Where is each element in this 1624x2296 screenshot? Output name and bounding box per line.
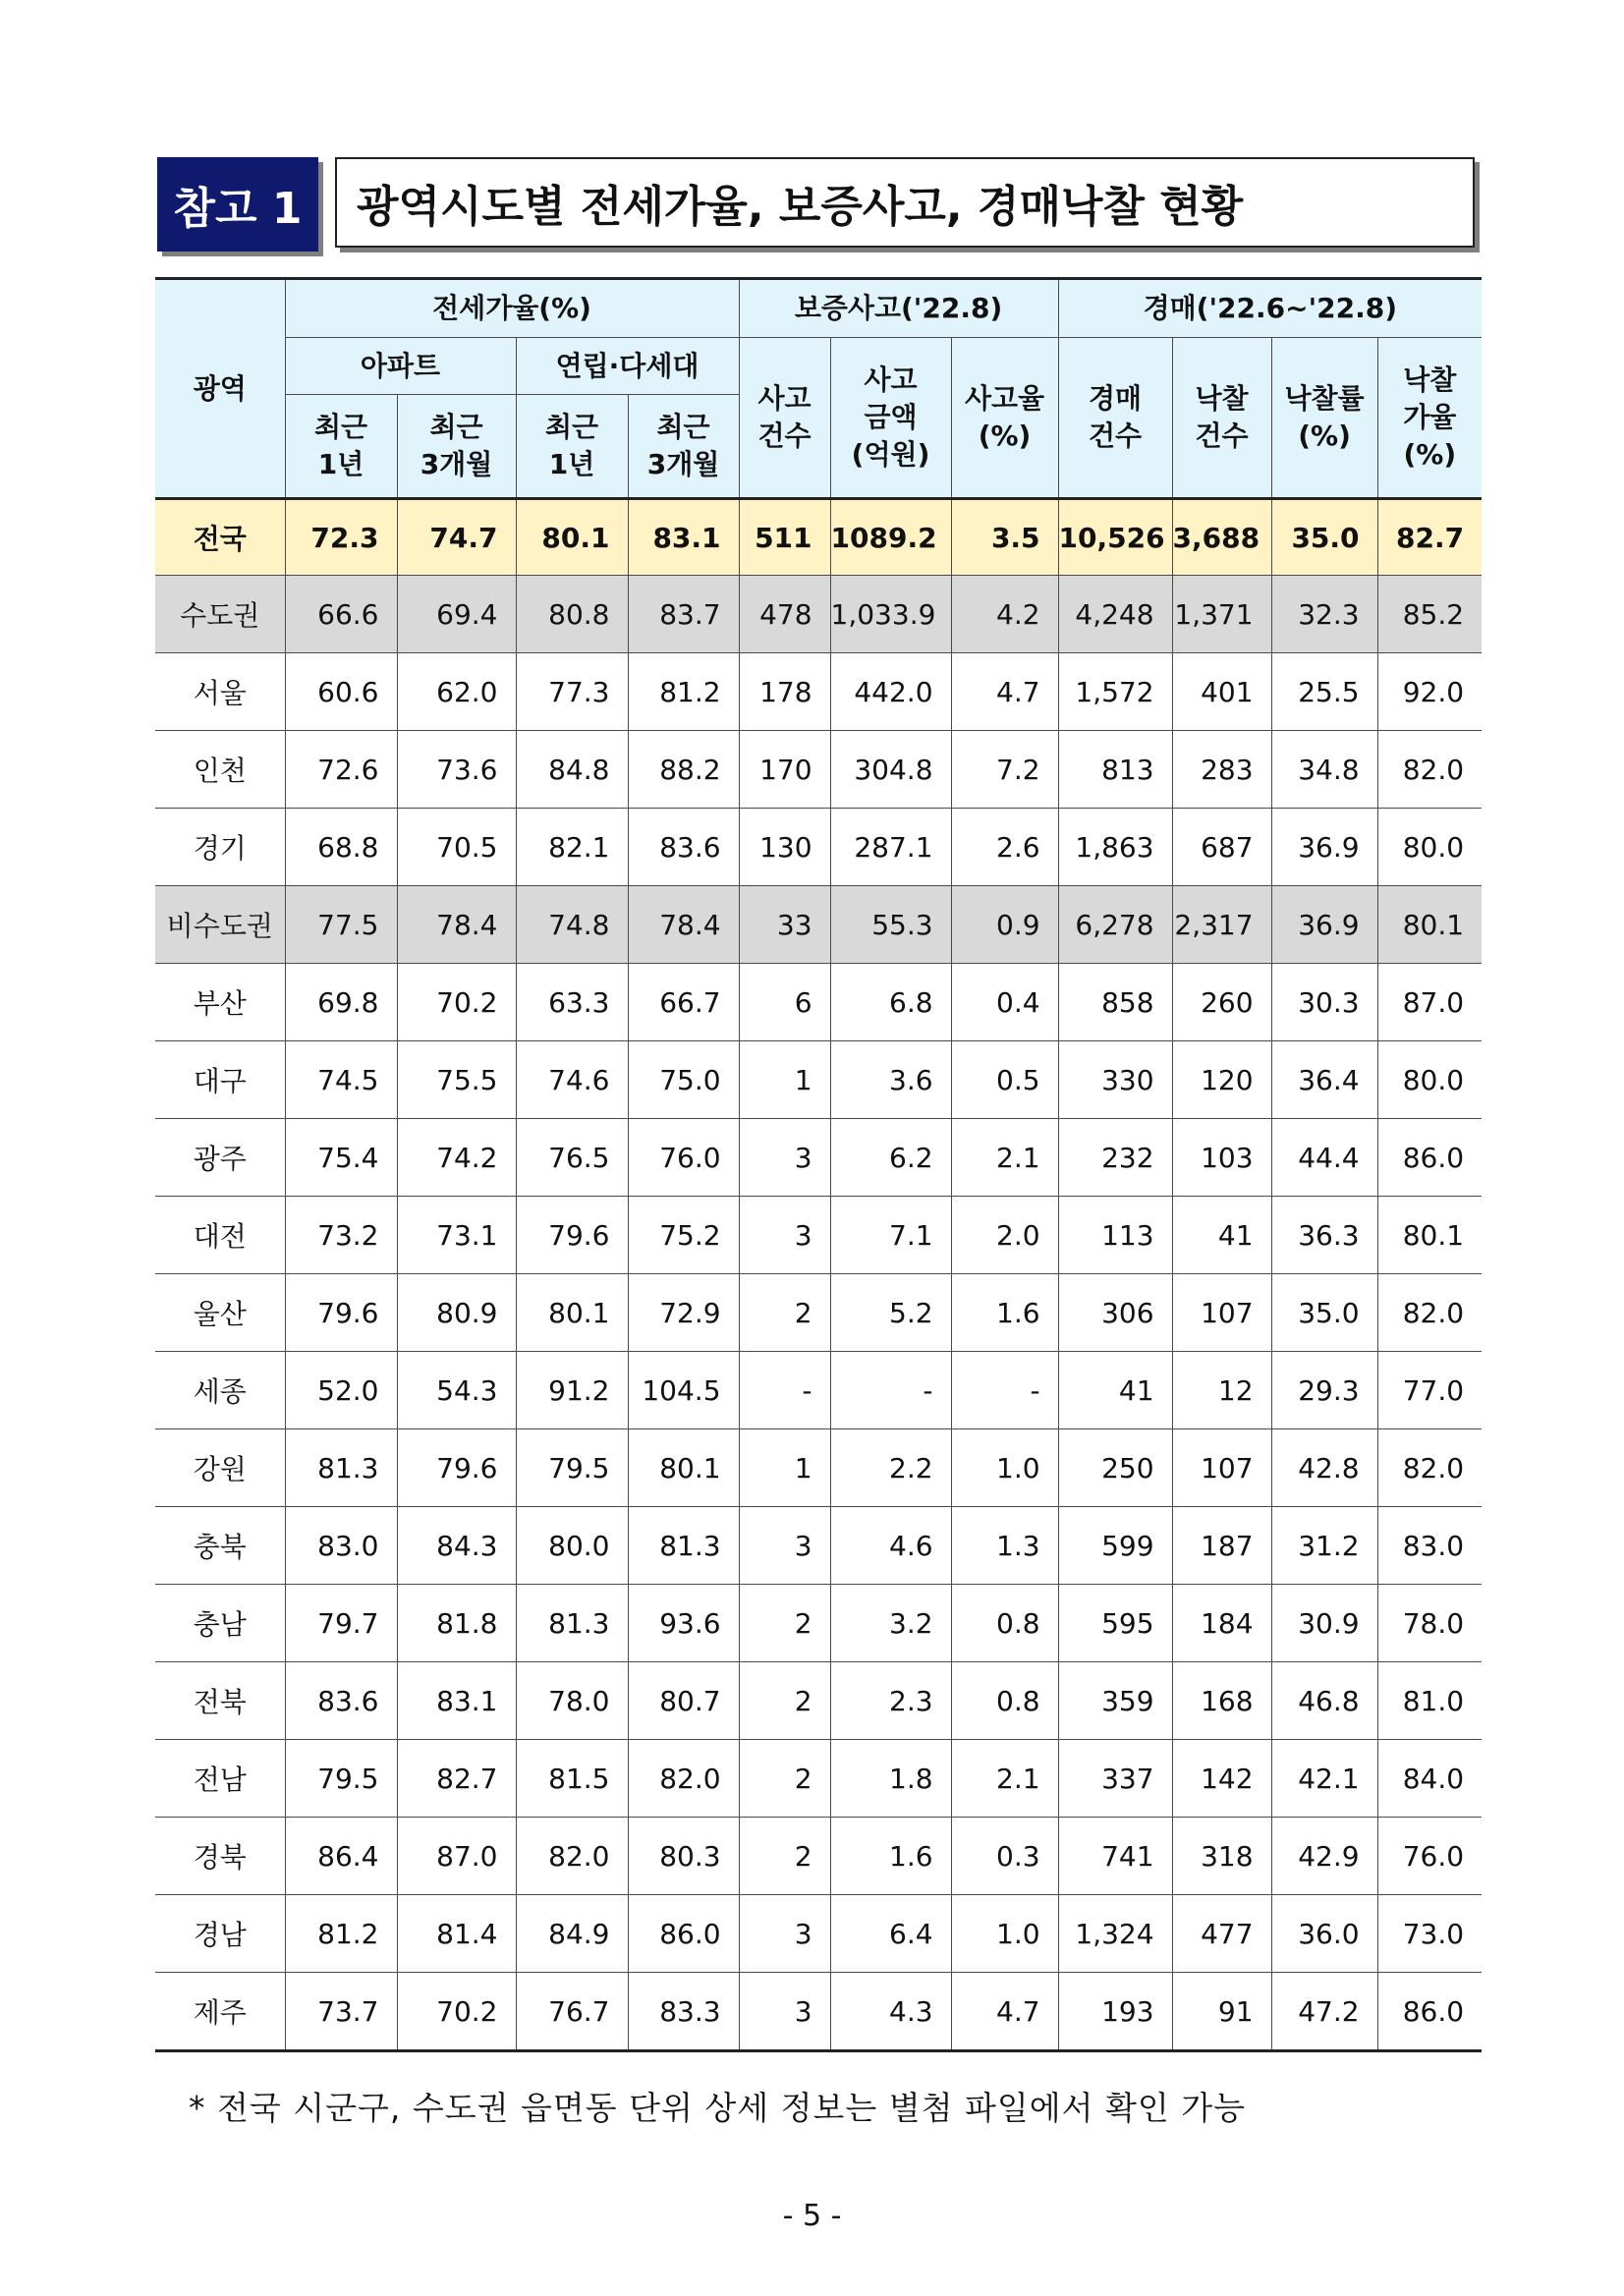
value-cell: 80.1 xyxy=(1377,1197,1482,1274)
value-cell: 79.6 xyxy=(516,1197,628,1274)
value-cell: 30.9 xyxy=(1271,1585,1377,1662)
header-apt: 아파트 xyxy=(285,338,516,395)
value-cell: 44.4 xyxy=(1271,1119,1377,1197)
value-cell: 741 xyxy=(1058,1818,1172,1895)
header-accident-rate: 사고율 (%) xyxy=(951,338,1058,499)
value-cell: 80.1 xyxy=(516,1274,628,1352)
value-cell: 75.5 xyxy=(397,1041,516,1119)
value-cell: 74.8 xyxy=(516,886,628,964)
value-cell: 73.0 xyxy=(1377,1895,1482,1973)
value-cell: 250 xyxy=(1058,1429,1172,1507)
value-cell: 595 xyxy=(1058,1585,1172,1662)
value-cell: 168 xyxy=(1172,1662,1271,1740)
value-cell: 79.7 xyxy=(285,1585,397,1662)
value-cell: 77.3 xyxy=(516,653,628,731)
value-cell: 80.1 xyxy=(628,1429,739,1507)
value-cell: 687 xyxy=(1172,809,1271,886)
value-cell: 92.0 xyxy=(1377,653,1482,731)
region-name-cell: 광주 xyxy=(155,1119,285,1197)
value-cell: 80.0 xyxy=(1377,809,1482,886)
value-cell: 283 xyxy=(1172,731,1271,809)
value-cell: 36.9 xyxy=(1271,809,1377,886)
value-cell: 3 xyxy=(739,1507,830,1585)
header-accident-amount: 사고 금액 (억원) xyxy=(830,338,951,499)
value-cell: 401 xyxy=(1172,653,1271,731)
value-cell: 1,863 xyxy=(1058,809,1172,886)
value-cell: 0.8 xyxy=(951,1585,1058,1662)
region-name-cell: 세종 xyxy=(155,1352,285,1429)
value-cell: 42.9 xyxy=(1271,1818,1377,1895)
region-name-cell: 수도권 xyxy=(155,576,285,653)
value-cell: 287.1 xyxy=(830,809,951,886)
value-cell: 1,371 xyxy=(1172,576,1271,653)
table-row xyxy=(155,1429,1482,1507)
value-cell: 91 xyxy=(1172,1973,1271,2051)
value-cell: 74.6 xyxy=(516,1041,628,1119)
value-cell: 6.8 xyxy=(830,964,951,1041)
header-winning-count: 낙찰 건수 xyxy=(1172,338,1271,499)
value-cell: 193 xyxy=(1058,1973,1172,2051)
value-cell: 76.7 xyxy=(516,1973,628,2051)
value-cell: 82.7 xyxy=(1377,499,1482,576)
value-cell: 0.9 xyxy=(951,886,1058,964)
value-cell: 87.0 xyxy=(397,1818,516,1895)
table-row xyxy=(155,1740,1482,1818)
value-cell: 73.2 xyxy=(285,1197,397,1274)
table-row-region-group xyxy=(155,886,1482,964)
value-cell: 80.7 xyxy=(628,1662,739,1740)
value-cell: 1 xyxy=(739,1041,830,1119)
value-cell: 72.3 xyxy=(285,499,397,576)
header-winning-rate: 낙찰률 (%) xyxy=(1271,338,1377,499)
value-cell: 3,688 xyxy=(1172,499,1271,576)
value-cell: 35.0 xyxy=(1271,499,1377,576)
value-cell: 2.6 xyxy=(951,809,1058,886)
value-cell: 103 xyxy=(1172,1119,1271,1197)
value-cell: 3 xyxy=(739,1973,830,2051)
table-row xyxy=(155,1662,1482,1740)
value-cell: 813 xyxy=(1058,731,1172,809)
value-cell: 1.3 xyxy=(951,1507,1058,1585)
value-cell: 86.0 xyxy=(628,1895,739,1973)
region-name-cell: 제주 xyxy=(155,1973,285,2051)
value-cell: 81.4 xyxy=(397,1895,516,1973)
value-cell: 73.6 xyxy=(397,731,516,809)
value-cell: 2,317 xyxy=(1172,886,1271,964)
region-name-cell: 전남 xyxy=(155,1740,285,1818)
value-cell: 74.5 xyxy=(285,1041,397,1119)
value-cell: 4.2 xyxy=(951,576,1058,653)
region-name-cell: 부산 xyxy=(155,964,285,1041)
value-cell: 42.1 xyxy=(1271,1740,1377,1818)
value-cell: 72.6 xyxy=(285,731,397,809)
header-jeonse-group: 전세가율(%) xyxy=(285,279,739,338)
value-cell: 47.2 xyxy=(1271,1973,1377,2051)
value-cell: 78.4 xyxy=(628,886,739,964)
status-table xyxy=(155,277,1482,2052)
value-cell: 70.2 xyxy=(397,964,516,1041)
header-guarantee-group: 보증사고('22.8) xyxy=(739,279,1058,338)
header-villa: 연립·다세대 xyxy=(516,338,739,395)
value-cell: 7.2 xyxy=(951,731,1058,809)
value-cell: 260 xyxy=(1172,964,1271,1041)
value-cell: 73.7 xyxy=(285,1973,397,2051)
table-row xyxy=(155,1197,1482,1274)
value-cell: 6.2 xyxy=(830,1119,951,1197)
value-cell: 84.0 xyxy=(1377,1740,1482,1818)
value-cell: 4.7 xyxy=(951,1973,1058,2051)
value-cell: 83.1 xyxy=(628,499,739,576)
value-cell: 6 xyxy=(739,964,830,1041)
value-cell: 7.1 xyxy=(830,1197,951,1274)
value-cell: 84.3 xyxy=(397,1507,516,1585)
value-cell: 78.0 xyxy=(1377,1585,1482,1662)
header-winning-price-rate: 낙찰 가율 (%) xyxy=(1377,338,1482,499)
value-cell: 76.0 xyxy=(628,1119,739,1197)
value-cell: 88.2 xyxy=(628,731,739,809)
value-cell: 75.0 xyxy=(628,1041,739,1119)
value-cell: 83.0 xyxy=(285,1507,397,1585)
value-cell: 1.0 xyxy=(951,1895,1058,1973)
region-name-cell: 경기 xyxy=(155,809,285,886)
value-cell: 79.6 xyxy=(285,1274,397,1352)
page-title: 광역시도별 전세가율, 보증사고, 경매낙찰 현황 xyxy=(335,157,1475,248)
value-cell: 83.6 xyxy=(285,1662,397,1740)
value-cell: 2.1 xyxy=(951,1119,1058,1197)
value-cell: 82.1 xyxy=(516,809,628,886)
value-cell: 78.4 xyxy=(397,886,516,964)
value-cell: 82.0 xyxy=(628,1740,739,1818)
value-cell: 76.5 xyxy=(516,1119,628,1197)
value-cell: 86.0 xyxy=(1377,1973,1482,2051)
value-cell: 2.1 xyxy=(951,1740,1058,1818)
value-cell: 79.5 xyxy=(285,1740,397,1818)
header-region: 광역 xyxy=(155,279,285,499)
region-name-cell: 경북 xyxy=(155,1818,285,1895)
value-cell: 2.0 xyxy=(951,1197,1058,1274)
value-cell: 3 xyxy=(739,1895,830,1973)
value-cell: 104.5 xyxy=(628,1352,739,1429)
value-cell: 30.3 xyxy=(1271,964,1377,1041)
value-cell: 80.3 xyxy=(628,1818,739,1895)
table-row xyxy=(155,1818,1482,1895)
table-row-national xyxy=(155,499,1482,576)
value-cell: 73.1 xyxy=(397,1197,516,1274)
value-cell: 81.3 xyxy=(516,1585,628,1662)
region-name-cell: 전북 xyxy=(155,1662,285,1740)
value-cell: 120 xyxy=(1172,1041,1271,1119)
value-cell: 3 xyxy=(739,1197,830,1274)
value-cell: 54.3 xyxy=(397,1352,516,1429)
value-cell: 74.7 xyxy=(397,499,516,576)
header-auction-group: 경매('22.6~'22.8) xyxy=(1058,279,1482,338)
table-row-region-group xyxy=(155,576,1482,653)
value-cell: 36.4 xyxy=(1271,1041,1377,1119)
value-cell: 330 xyxy=(1058,1041,1172,1119)
value-cell: 70.2 xyxy=(397,1973,516,2051)
value-cell: 442.0 xyxy=(830,653,951,731)
header-villa-1y: 최근 1년 xyxy=(516,395,628,499)
value-cell: 80.1 xyxy=(516,499,628,576)
value-cell: 1.6 xyxy=(830,1818,951,1895)
value-cell: 6.4 xyxy=(830,1895,951,1973)
value-cell: 5.2 xyxy=(830,1274,951,1352)
value-cell: 93.6 xyxy=(628,1585,739,1662)
value-cell: 337 xyxy=(1058,1740,1172,1818)
value-cell: 76.0 xyxy=(1377,1818,1482,1895)
value-cell: 2 xyxy=(739,1274,830,1352)
table-row xyxy=(155,1119,1482,1197)
region-name-cell: 서울 xyxy=(155,653,285,731)
value-cell: 25.5 xyxy=(1271,653,1377,731)
region-name-cell: 울산 xyxy=(155,1274,285,1352)
value-cell: 1 xyxy=(739,1429,830,1507)
reference-label: 참고 1 xyxy=(157,157,318,252)
value-cell: 33 xyxy=(739,886,830,964)
value-cell: 80.0 xyxy=(1377,1041,1482,1119)
value-cell: 2 xyxy=(739,1585,830,1662)
region-name-cell: 인천 xyxy=(155,731,285,809)
table-row xyxy=(155,653,1482,731)
value-cell: 2 xyxy=(739,1662,830,1740)
header-apt-1y: 최근 1년 xyxy=(285,395,397,499)
table-row xyxy=(155,964,1482,1041)
value-cell: 6,278 xyxy=(1058,886,1172,964)
header-auction-count: 경매 건수 xyxy=(1058,338,1172,499)
value-cell: 86.4 xyxy=(285,1818,397,1895)
value-cell: 0.8 xyxy=(951,1662,1058,1740)
value-cell: - xyxy=(951,1352,1058,1429)
value-cell: 318 xyxy=(1172,1818,1271,1895)
value-cell: 84.8 xyxy=(516,731,628,809)
value-cell: 66.6 xyxy=(285,576,397,653)
value-cell: 81.0 xyxy=(1377,1662,1482,1740)
value-cell: 82.0 xyxy=(1377,1274,1482,1352)
value-cell: 4.3 xyxy=(830,1973,951,2051)
value-cell: 4.6 xyxy=(830,1507,951,1585)
region-name-cell: 강원 xyxy=(155,1429,285,1507)
value-cell: 68.8 xyxy=(285,809,397,886)
value-cell: 477 xyxy=(1172,1895,1271,1973)
table-row xyxy=(155,1274,1482,1352)
value-cell: 80.0 xyxy=(516,1507,628,1585)
section-header xyxy=(157,157,1479,252)
value-cell: 81.2 xyxy=(628,653,739,731)
value-cell: 1,033.9 xyxy=(830,576,951,653)
value-cell: 70.5 xyxy=(397,809,516,886)
value-cell: 83.6 xyxy=(628,809,739,886)
value-cell: 31.2 xyxy=(1271,1507,1377,1585)
value-cell: 107 xyxy=(1172,1429,1271,1507)
value-cell: 82.0 xyxy=(1377,1429,1482,1507)
value-cell: 78.0 xyxy=(516,1662,628,1740)
value-cell: 83.1 xyxy=(397,1662,516,1740)
value-cell: 72.9 xyxy=(628,1274,739,1352)
value-cell: 41 xyxy=(1172,1197,1271,1274)
table-row xyxy=(155,731,1482,809)
footnote: * 전국 시군구, 수도권 읍면동 단위 상세 정보는 별첨 파일에서 확인 가능 xyxy=(189,2089,1246,2127)
value-cell: 2.2 xyxy=(830,1429,951,1507)
value-cell: 80.1 xyxy=(1377,886,1482,964)
header-apt-3m: 최근 3개월 xyxy=(397,395,516,499)
value-cell: 79.5 xyxy=(516,1429,628,1507)
value-cell: 82.0 xyxy=(516,1818,628,1895)
value-cell: 83.0 xyxy=(1377,1507,1482,1585)
value-cell: 62.0 xyxy=(397,653,516,731)
value-cell: 63.3 xyxy=(516,964,628,1041)
value-cell: 86.0 xyxy=(1377,1119,1482,1197)
value-cell: 80.8 xyxy=(516,576,628,653)
value-cell: 184 xyxy=(1172,1585,1271,1662)
value-cell: 77.5 xyxy=(285,886,397,964)
value-cell: 3.6 xyxy=(830,1041,951,1119)
value-cell: 60.6 xyxy=(285,653,397,731)
value-cell: 0.5 xyxy=(951,1041,1058,1119)
value-cell: 3 xyxy=(739,1119,830,1197)
value-cell: 77.0 xyxy=(1377,1352,1482,1429)
value-cell: 10,526 xyxy=(1058,499,1172,576)
value-cell: 46.8 xyxy=(1271,1662,1377,1740)
value-cell: 4,248 xyxy=(1058,576,1172,653)
value-cell: 29.3 xyxy=(1271,1352,1377,1429)
value-cell: 858 xyxy=(1058,964,1172,1041)
value-cell: - xyxy=(830,1352,951,1429)
value-cell: 2 xyxy=(739,1818,830,1895)
value-cell: 1.6 xyxy=(951,1274,1058,1352)
value-cell: 478 xyxy=(739,576,830,653)
table-row xyxy=(155,1352,1482,1429)
region-name-cell: 비수도권 xyxy=(155,886,285,964)
header-accident-count: 사고 건수 xyxy=(739,338,830,499)
value-cell: 87.0 xyxy=(1377,964,1482,1041)
value-cell: 187 xyxy=(1172,1507,1271,1585)
value-cell: 32.3 xyxy=(1271,576,1377,653)
value-cell: 306 xyxy=(1058,1274,1172,1352)
value-cell: 83.7 xyxy=(628,576,739,653)
value-cell: 83.3 xyxy=(628,1973,739,2051)
region-name-cell: 충북 xyxy=(155,1507,285,1585)
value-cell: 1089.2 xyxy=(830,499,951,576)
value-cell: 4.7 xyxy=(951,653,1058,731)
value-cell: 359 xyxy=(1058,1662,1172,1740)
table-row xyxy=(155,1041,1482,1119)
value-cell: 81.5 xyxy=(516,1740,628,1818)
page-number: - 5 - xyxy=(782,2199,842,2233)
value-cell: 91.2 xyxy=(516,1352,628,1429)
region-name-cell: 경남 xyxy=(155,1895,285,1973)
value-cell: 178 xyxy=(739,653,830,731)
value-cell: 34.8 xyxy=(1271,731,1377,809)
value-cell: 107 xyxy=(1172,1274,1271,1352)
value-cell: 1.8 xyxy=(830,1740,951,1818)
value-cell: 35.0 xyxy=(1271,1274,1377,1352)
table-row xyxy=(155,1973,1482,2051)
table-row xyxy=(155,809,1482,886)
table-row xyxy=(155,1895,1482,1973)
value-cell: 2 xyxy=(739,1740,830,1818)
region-name-cell: 대전 xyxy=(155,1197,285,1274)
value-cell: 55.3 xyxy=(830,886,951,964)
region-name-cell: 전국 xyxy=(155,499,285,576)
value-cell: 36.9 xyxy=(1271,886,1377,964)
value-cell: 304.8 xyxy=(830,731,951,809)
value-cell: 82.7 xyxy=(397,1740,516,1818)
value-cell: 79.6 xyxy=(397,1429,516,1507)
table-row xyxy=(155,1507,1482,1585)
value-cell: 85.2 xyxy=(1377,576,1482,653)
value-cell: 36.0 xyxy=(1271,1895,1377,1973)
value-cell: 130 xyxy=(739,809,830,886)
value-cell: 84.9 xyxy=(516,1895,628,1973)
value-cell: 75.2 xyxy=(628,1197,739,1274)
value-cell: 142 xyxy=(1172,1740,1271,1818)
value-cell: 2.3 xyxy=(830,1662,951,1740)
value-cell: 3.5 xyxy=(951,499,1058,576)
value-cell: 113 xyxy=(1058,1197,1172,1274)
value-cell: 69.8 xyxy=(285,964,397,1041)
value-cell: 599 xyxy=(1058,1507,1172,1585)
value-cell: - xyxy=(739,1352,830,1429)
value-cell: 232 xyxy=(1058,1119,1172,1197)
value-cell: 81.3 xyxy=(285,1429,397,1507)
value-cell: 12 xyxy=(1172,1352,1271,1429)
value-cell: 69.4 xyxy=(397,576,516,653)
value-cell: 80.9 xyxy=(397,1274,516,1352)
value-cell: 511 xyxy=(739,499,830,576)
value-cell: 81.3 xyxy=(628,1507,739,1585)
value-cell: 36.3 xyxy=(1271,1197,1377,1274)
value-cell: 0.4 xyxy=(951,964,1058,1041)
value-cell: 3.2 xyxy=(830,1585,951,1662)
value-cell: 66.7 xyxy=(628,964,739,1041)
value-cell: 81.2 xyxy=(285,1895,397,1973)
header-villa-3m: 최근 3개월 xyxy=(628,395,739,499)
region-name-cell: 충남 xyxy=(155,1585,285,1662)
value-cell: 1,324 xyxy=(1058,1895,1172,1973)
value-cell: 74.2 xyxy=(397,1119,516,1197)
region-name-cell: 대구 xyxy=(155,1041,285,1119)
value-cell: 41 xyxy=(1058,1352,1172,1429)
value-cell: 75.4 xyxy=(285,1119,397,1197)
value-cell: 0.3 xyxy=(951,1818,1058,1895)
value-cell: 170 xyxy=(739,731,830,809)
table-row xyxy=(155,1585,1482,1662)
value-cell: 81.8 xyxy=(397,1585,516,1662)
value-cell: 52.0 xyxy=(285,1352,397,1429)
value-cell: 1,572 xyxy=(1058,653,1172,731)
value-cell: 42.8 xyxy=(1271,1429,1377,1507)
value-cell: 82.0 xyxy=(1377,731,1482,809)
value-cell: 1.0 xyxy=(951,1429,1058,1507)
